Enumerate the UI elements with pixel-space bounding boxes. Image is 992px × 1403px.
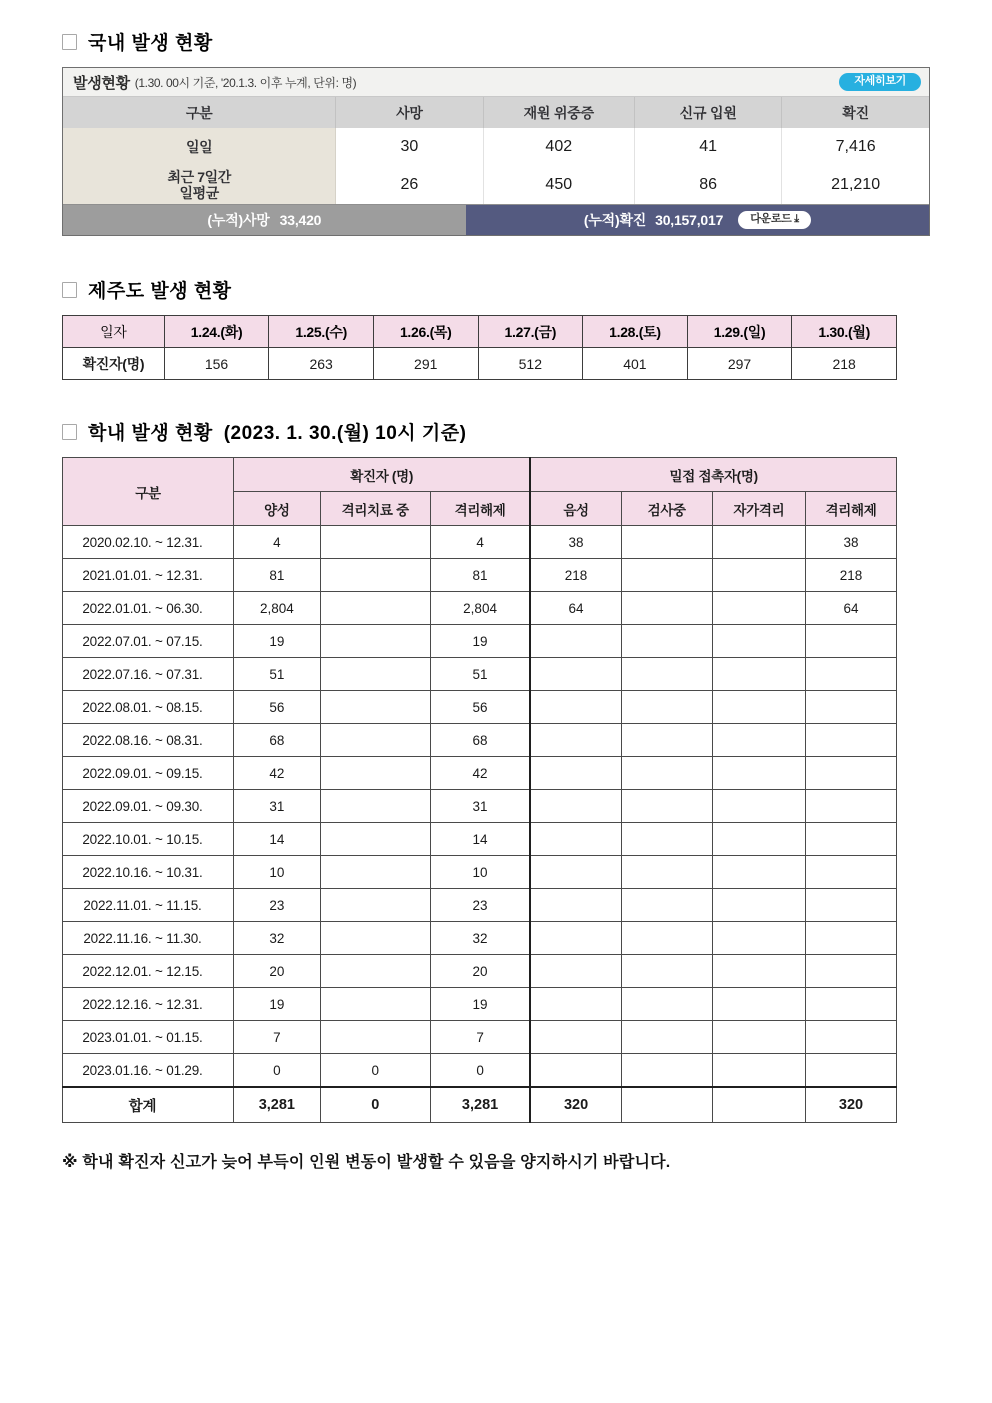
cell-self-isolation (712, 526, 805, 559)
cell-self-isolation (712, 1054, 805, 1088)
cell-self-isolation (712, 823, 805, 856)
cell-in-isolation-treatment (320, 988, 430, 1021)
table-row (63, 625, 897, 658)
table-header-row-groups (63, 458, 897, 492)
row-label-total: 합계 (63, 1087, 234, 1123)
cell-under-testing (621, 625, 712, 658)
cell-in-isolation-treatment (320, 526, 430, 559)
cumulative-deaths-value: 33,420 (279, 212, 322, 228)
cell-avg-new-admissions: 86 (635, 166, 782, 204)
cell-isolation-released-confirmed: 14 (430, 823, 530, 856)
section-title-national: 국내 발생 현황 (88, 33, 213, 54)
cell-jeju-2: 291 (373, 348, 478, 380)
section-title-school-timestamp: (2023. 1. 30.(월) 10시 기준) (223, 423, 467, 444)
table-row (63, 658, 897, 691)
cell-isolation-released-confirmed: 81 (430, 559, 530, 592)
cell-in-isolation-treatment (320, 823, 430, 856)
cell-in-isolation-treatment (320, 559, 430, 592)
cumulative-deaths-label: (누적)사망 (207, 212, 270, 228)
cell-isolation-released-contact: 320 (806, 1087, 897, 1123)
section-heading-jeju (62, 276, 940, 303)
checkbox-empty-icon (62, 34, 77, 50)
table-row (63, 348, 897, 380)
cell-in-isolation-treatment (320, 955, 430, 988)
section-title-school: 학내 발생 현황 (88, 423, 213, 444)
cell-avg-confirmed: 21,210 (782, 166, 929, 204)
cell-under-testing (621, 922, 712, 955)
col-header-date-4: 1.28.(토) (583, 316, 688, 348)
cell-isolation-released-confirmed: 42 (430, 757, 530, 790)
table-row (63, 1021, 897, 1054)
cell-negative (530, 889, 621, 922)
table-row (63, 691, 897, 724)
cell-jeju-4: 401 (583, 348, 688, 380)
cell-jeju-0: 156 (164, 348, 269, 380)
table-row (63, 724, 897, 757)
cell-negative (530, 1021, 621, 1054)
col-header-confirmed: 확진 (782, 97, 929, 128)
cell-under-testing (621, 955, 712, 988)
cell-positive: 56 (233, 691, 320, 724)
col-header-period: 구분 (63, 458, 234, 526)
cell-negative: 64 (530, 592, 621, 625)
row-label-period: 2022.12.16. ~ 12.31. (63, 988, 234, 1021)
cell-isolation-released-contact (806, 988, 897, 1021)
col-header-date-3: 1.27.(금) (478, 316, 583, 348)
table-row (63, 856, 897, 889)
cell-in-isolation-treatment (320, 658, 430, 691)
cell-daily-new-admissions: 41 (635, 128, 782, 166)
cell-negative (530, 1054, 621, 1088)
col-header-under-testing: 검사중 (621, 492, 712, 526)
cumulative-confirmed-value: 30,157,017 (655, 212, 724, 228)
cell-in-isolation-treatment (320, 790, 430, 823)
cell-positive: 0 (233, 1054, 320, 1088)
cell-jeju-5: 297 (687, 348, 792, 380)
table-row (63, 128, 929, 166)
row-label-period: 2023.01.01. ~ 01.15. (63, 1021, 234, 1054)
col-header-isolation-released-contact: 격리해제 (806, 492, 897, 526)
cell-self-isolation (712, 559, 805, 592)
school-status-table (62, 457, 897, 1123)
cell-positive: 32 (233, 922, 320, 955)
cell-isolation-released-confirmed: 23 (430, 889, 530, 922)
cell-self-isolation (712, 724, 805, 757)
cell-under-testing (621, 1087, 712, 1123)
cell-isolation-released-contact: 64 (806, 592, 897, 625)
cell-in-isolation-treatment (320, 856, 430, 889)
row-label-period: 2023.01.16. ~ 01.29. (63, 1054, 234, 1088)
cell-under-testing (621, 691, 712, 724)
cell-positive: 19 (233, 988, 320, 1021)
cell-self-isolation (712, 1021, 805, 1054)
cell-self-isolation (712, 691, 805, 724)
cell-in-isolation-treatment (320, 724, 430, 757)
cell-negative (530, 922, 621, 955)
col-header-new-admissions: 신규 입원 (635, 97, 782, 128)
col-header-critical: 재원 위중증 (483, 97, 635, 128)
section-title-jeju: 제주도 발생 현황 (88, 281, 232, 302)
national-widget-titlebar (63, 68, 929, 97)
row-label-line2: 일평균 (179, 185, 219, 201)
cell-positive: 4 (233, 526, 320, 559)
cell-self-isolation (712, 757, 805, 790)
row-label-weekly-average (63, 166, 336, 204)
cell-isolation-released-confirmed: 4 (430, 526, 530, 559)
cell-isolation-released-contact (806, 625, 897, 658)
cell-isolation-released-contact (806, 823, 897, 856)
cell-positive: 42 (233, 757, 320, 790)
footnote-text: ※ 학내 확진자 신고가 늦어 부득이 인원 변동이 발생할 수 있음을 양지하시기 바랍니다. (62, 1154, 671, 1171)
cell-isolation-released-contact (806, 691, 897, 724)
national-widget-footer (63, 204, 929, 235)
cell-isolation-released-contact (806, 658, 897, 691)
cell-isolation-released-contact (806, 1021, 897, 1054)
cell-isolation-released-contact (806, 955, 897, 988)
cell-self-isolation (712, 856, 805, 889)
cell-negative (530, 790, 621, 823)
cell-negative: 38 (530, 526, 621, 559)
row-label-period: 2022.12.01. ~ 12.15. (63, 955, 234, 988)
col-header-in-isolation-treatment: 격리치료 중 (320, 492, 430, 526)
cumulative-confirmed-panel (466, 205, 929, 235)
col-header-date-label: 일자 (63, 316, 165, 348)
row-label-period: 2022.09.01. ~ 09.30. (63, 790, 234, 823)
cell-in-isolation-treatment (320, 1021, 430, 1054)
cell-isolation-released-contact: 38 (806, 526, 897, 559)
col-header-date-2: 1.26.(목) (373, 316, 478, 348)
table-row (63, 922, 897, 955)
national-widget-subtitle: (1.30. 00시 기준, '20.1.3. 이후 누계, 단위: 명) (134, 75, 357, 90)
cell-isolation-released-confirmed: 19 (430, 625, 530, 658)
cell-negative (530, 757, 621, 790)
col-group-header-confirmed: 확진자 (명) (233, 458, 530, 492)
table-row (63, 988, 897, 1021)
cell-negative (530, 658, 621, 691)
cell-isolation-released-contact (806, 790, 897, 823)
checkbox-empty-icon (62, 424, 77, 440)
cell-isolation-released-contact (806, 757, 897, 790)
national-status-table (63, 97, 929, 204)
col-header-date-6: 1.30.(월) (792, 316, 897, 348)
cell-self-isolation (712, 955, 805, 988)
row-label-period: 2022.10.16. ~ 10.31. (63, 856, 234, 889)
col-group-header-close-contact: 밀접 접촉자(명) (530, 458, 896, 492)
cell-under-testing (621, 856, 712, 889)
cell-self-isolation (712, 625, 805, 658)
table-row (63, 757, 897, 790)
cell-isolation-released-contact: 218 (806, 559, 897, 592)
cell-isolation-released-confirmed: 31 (430, 790, 530, 823)
cell-under-testing (621, 757, 712, 790)
cell-isolation-released-confirmed: 56 (430, 691, 530, 724)
cell-negative (530, 625, 621, 658)
cell-isolation-released-confirmed: 20 (430, 955, 530, 988)
cell-in-isolation-treatment: 0 (320, 1054, 430, 1088)
cell-in-isolation-treatment (320, 592, 430, 625)
section-heading-national (62, 28, 940, 55)
cell-positive: 23 (233, 889, 320, 922)
row-label-period: 2022.11.01. ~ 11.15. (63, 889, 234, 922)
cell-daily-critical: 402 (483, 128, 635, 166)
cell-positive: 14 (233, 823, 320, 856)
cell-negative (530, 691, 621, 724)
cell-positive: 3,281 (233, 1087, 320, 1123)
school-table-body (63, 526, 897, 1123)
cell-jeju-3: 512 (478, 348, 583, 380)
jeju-status-table (62, 315, 897, 380)
cell-isolation-released-confirmed: 68 (430, 724, 530, 757)
cell-isolation-released-contact (806, 856, 897, 889)
cell-negative (530, 955, 621, 988)
cell-self-isolation (712, 592, 805, 625)
cell-isolation-released-confirmed: 19 (430, 988, 530, 1021)
cell-under-testing (621, 1054, 712, 1088)
cell-positive: 7 (233, 1021, 320, 1054)
col-header-date-0: 1.24.(화) (164, 316, 269, 348)
cell-under-testing (621, 559, 712, 592)
cell-under-testing (621, 724, 712, 757)
table-row (63, 559, 897, 592)
cell-in-isolation-treatment (320, 625, 430, 658)
cell-avg-critical: 450 (483, 166, 635, 204)
cell-under-testing (621, 823, 712, 856)
cell-isolation-released-confirmed: 7 (430, 1021, 530, 1054)
col-header-isolation-released-confirmed: 격리해제 (430, 492, 530, 526)
table-header-row (63, 316, 897, 348)
row-label-period: 2022.11.16. ~ 11.30. (63, 922, 234, 955)
table-row (63, 526, 897, 559)
col-header-negative: 음성 (530, 492, 621, 526)
table-row (63, 166, 929, 204)
cell-isolation-released-confirmed: 3,281 (430, 1087, 530, 1123)
cell-in-isolation-treatment (320, 922, 430, 955)
row-label-period: 2022.07.16. ~ 07.31. (63, 658, 234, 691)
cell-negative (530, 823, 621, 856)
cell-self-isolation (712, 658, 805, 691)
cell-under-testing (621, 790, 712, 823)
national-status-widget (62, 67, 930, 236)
detail-view-button[interactable]: 자세히보기 (839, 73, 921, 91)
row-label-period: 2022.01.01. ~ 06.30. (63, 592, 234, 625)
cell-positive: 19 (233, 625, 320, 658)
cell-under-testing (621, 988, 712, 1021)
cell-self-isolation (712, 922, 805, 955)
cell-positive: 51 (233, 658, 320, 691)
cell-isolation-released-confirmed: 2,804 (430, 592, 530, 625)
national-widget-title: 발생현황 (73, 74, 130, 92)
cell-in-isolation-treatment (320, 889, 430, 922)
cell-daily-deaths: 30 (336, 128, 483, 166)
cell-positive: 68 (233, 724, 320, 757)
row-label-period: 2022.07.01. ~ 07.15. (63, 625, 234, 658)
cell-in-isolation-treatment (320, 691, 430, 724)
table-row (63, 889, 897, 922)
col-header-category: 구분 (63, 97, 336, 128)
col-header-date-5: 1.29.(일) (687, 316, 792, 348)
cell-avg-deaths: 26 (336, 166, 483, 204)
col-header-positive: 양성 (233, 492, 320, 526)
cell-isolation-released-confirmed: 32 (430, 922, 530, 955)
section-heading-school (62, 418, 940, 445)
cell-isolation-released-contact (806, 1054, 897, 1088)
cell-self-isolation (712, 988, 805, 1021)
cell-self-isolation (712, 1087, 805, 1123)
cell-positive: 81 (233, 559, 320, 592)
cell-in-isolation-treatment (320, 757, 430, 790)
col-header-deaths: 사망 (336, 97, 483, 128)
cell-positive: 10 (233, 856, 320, 889)
cell-isolation-released-contact (806, 724, 897, 757)
row-label-line1: 최근 7일간 (167, 168, 231, 185)
download-button[interactable]: 다운로드 ⤓ (738, 211, 811, 229)
cell-isolation-released-confirmed: 0 (430, 1054, 530, 1088)
cell-isolation-released-confirmed: 51 (430, 658, 530, 691)
cell-self-isolation (712, 889, 805, 922)
row-label-period: 2021.01.01. ~ 12.31. (63, 559, 234, 592)
table-header-row (63, 97, 929, 128)
table-row (63, 823, 897, 856)
cell-under-testing (621, 658, 712, 691)
cell-isolation-released-contact (806, 922, 897, 955)
cumulative-confirmed-label: (누적)확진 (583, 212, 647, 228)
table-total-row (63, 1087, 897, 1123)
cell-in-isolation-treatment: 0 (320, 1087, 430, 1123)
checkbox-empty-icon (62, 282, 77, 298)
cell-jeju-6: 218 (792, 348, 897, 380)
table-row (63, 592, 897, 625)
row-label-period: 2022.08.16. ~ 08.31. (63, 724, 234, 757)
table-row (63, 955, 897, 988)
cell-negative (530, 988, 621, 1021)
col-header-self-isolation: 자가격리 (712, 492, 805, 526)
cell-positive: 20 (233, 955, 320, 988)
cumulative-deaths-panel (63, 205, 466, 235)
row-label-period: 2022.08.01. ~ 08.15. (63, 691, 234, 724)
cell-positive: 2,804 (233, 592, 320, 625)
row-label-period: 2020.02.10. ~ 12.31. (63, 526, 234, 559)
cell-negative: 320 (530, 1087, 621, 1123)
cell-under-testing (621, 889, 712, 922)
row-label-period: 2022.10.01. ~ 10.15. (63, 823, 234, 856)
row-label-period: 2022.09.01. ~ 09.15. (63, 757, 234, 790)
cell-under-testing (621, 592, 712, 625)
row-label-daily: 일일 (63, 128, 336, 166)
cell-negative (530, 856, 621, 889)
cell-isolation-released-confirmed: 10 (430, 856, 530, 889)
row-label-confirmed: 확진자(명) (63, 348, 165, 380)
cell-self-isolation (712, 790, 805, 823)
col-header-date-1: 1.25.(수) (269, 316, 374, 348)
cell-daily-confirmed: 7,416 (782, 128, 929, 166)
cell-under-testing (621, 1021, 712, 1054)
table-row (63, 1054, 897, 1088)
table-row (63, 790, 897, 823)
cell-negative (530, 724, 621, 757)
cell-negative: 218 (530, 559, 621, 592)
cell-positive: 31 (233, 790, 320, 823)
cell-jeju-1: 263 (269, 348, 374, 380)
cell-isolation-released-contact (806, 889, 897, 922)
cell-under-testing (621, 526, 712, 559)
